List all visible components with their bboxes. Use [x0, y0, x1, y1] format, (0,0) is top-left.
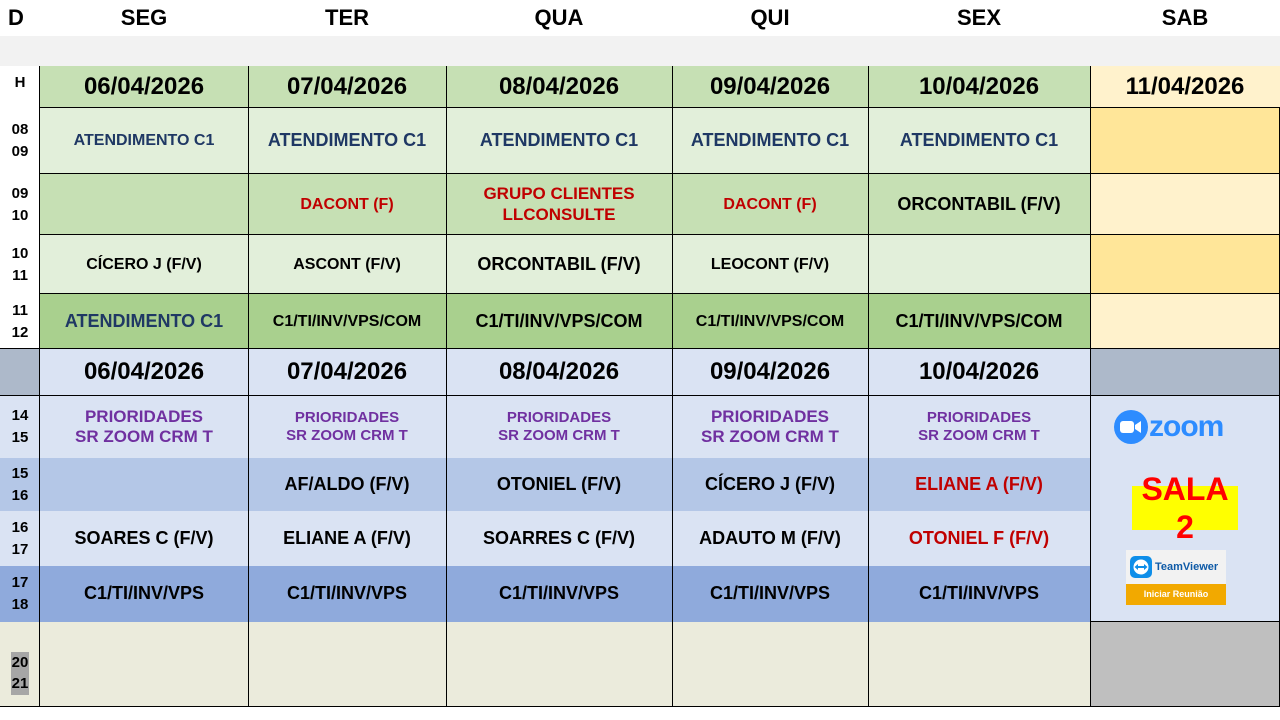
schedule-cell[interactable]: [40, 622, 248, 707]
schedule-cell[interactable]: [446, 622, 672, 707]
header-day-ter: TER: [325, 5, 369, 30]
afternoon-date-seg: 06/04/2026: [40, 349, 248, 396]
schedule-cell[interactable]: PRIORIDADES SR ZOOM CRM T: [868, 396, 1090, 458]
schedule-cell[interactable]: [248, 622, 446, 707]
schedule-cell[interactable]: CÍCERO J (F/V): [40, 235, 248, 294]
schedule-cell[interactable]: ATENDIMENTO C1: [868, 108, 1090, 174]
afternoon-sab-blank: [1090, 349, 1280, 396]
teamviewer-icon: [1130, 556, 1152, 578]
schedule-cell[interactable]: PRIORIDADES SR ZOOM CRM T: [248, 396, 446, 458]
hour-label-14-15: 14 15: [0, 396, 40, 458]
evening-sab-blank: [1090, 622, 1280, 707]
schedule-cell[interactable]: ELIANE A (F/V): [248, 511, 446, 566]
video-camera-icon: [1114, 410, 1148, 444]
header-d-label: D: [8, 5, 24, 30]
hour-label-16-17: 16 17: [0, 511, 40, 566]
hour-label-11-12: 11 12: [0, 294, 40, 349]
header-h-label: H: [0, 66, 40, 108]
schedule-cell[interactable]: ORCONTABIL (F/V): [868, 174, 1090, 235]
teamviewer-wordmark: TeamViewer: [1155, 561, 1219, 573]
afternoon-date-qua: 08/04/2026: [446, 349, 672, 396]
schedule-cell[interactable]: ORCONTABIL (F/V): [446, 235, 672, 294]
schedule-cell[interactable]: C1/TI/INV/VPS/COM: [672, 294, 868, 349]
schedule-cell[interactable]: SOARES C (F/V): [40, 511, 248, 566]
header-day-qua: QUA: [534, 5, 584, 30]
zoom-logo[interactable]: [1114, 410, 1223, 444]
hour-label-09-10: 09 10: [0, 174, 40, 235]
schedule-cell[interactable]: DACONT (F): [248, 174, 446, 235]
schedule-cell[interactable]: SOARRES C (F/V): [446, 511, 672, 566]
header-day-sex: SEX: [956, 5, 1002, 30]
morning-date-qui: 09/04/2026: [672, 66, 868, 108]
morning-date-seg: 06/04/2026: [40, 66, 248, 108]
schedule-cell[interactable]: C1/TI/INV/VPS: [40, 566, 248, 622]
schedule-cell[interactable]: [1090, 108, 1280, 174]
schedule-cell[interactable]: [672, 622, 868, 707]
schedule-cell[interactable]: AF/ALDO (F/V): [248, 458, 446, 511]
schedule-cell[interactable]: ATENDIMENTO C1: [40, 294, 248, 349]
morning-date-sex: 10/04/2026: [868, 66, 1090, 108]
schedule-cell[interactable]: CÍCERO J (F/V): [672, 458, 868, 511]
schedule-cell[interactable]: OTONIEL F (F/V): [868, 511, 1090, 566]
header-day-seg: SEG: [120, 5, 168, 30]
header-day-sab: SAB: [1161, 5, 1209, 30]
hour-label-08-09: 08 09: [0, 108, 40, 174]
schedule-cell[interactable]: [868, 235, 1090, 294]
afternoon-date-qui: 09/04/2026: [672, 349, 868, 396]
schedule-cell[interactable]: C1/TI/INV/VPS: [248, 566, 446, 622]
hour-label-15-16: 15 16: [0, 458, 40, 511]
schedule-cell[interactable]: [40, 458, 248, 511]
schedule-cell[interactable]: PRIORIDADES SR ZOOM CRM T: [40, 396, 248, 458]
schedule-cell[interactable]: ASCONT (F/V): [248, 235, 446, 294]
schedule-cell[interactable]: PRIORIDADES SR ZOOM CRM T: [446, 396, 672, 458]
hour-label-10-11: 10 11: [0, 235, 40, 294]
morning-date-ter: 07/04/2026: [248, 66, 446, 108]
schedule-cell[interactable]: ATENDIMENTO C1: [446, 108, 672, 174]
header-spacer: [0, 36, 1280, 66]
afternoon-corner: [0, 349, 40, 396]
schedule-cell[interactable]: [40, 174, 248, 235]
schedule-cell[interactable]: OTONIEL (F/V): [446, 458, 672, 511]
schedule-cell[interactable]: [1090, 174, 1280, 235]
afternoon-date-sex: 10/04/2026: [868, 349, 1090, 396]
schedule-cell[interactable]: PRIORIDADES SR ZOOM CRM T: [672, 396, 868, 458]
schedule-cell[interactable]: C1/TI/INV/VPS: [446, 566, 672, 622]
hour-label-20-21: 20 21: [0, 622, 40, 707]
meeting-panel: [1090, 396, 1280, 622]
schedule-cell[interactable]: [1090, 235, 1280, 294]
hour-label-17-18: 17 18: [0, 566, 40, 622]
schedule-cell[interactable]: ELIANE A (F/V): [868, 458, 1090, 511]
schedule-cell[interactable]: C1/TI/INV/VPS/COM: [248, 294, 446, 349]
teamviewer-logo: [1126, 550, 1226, 584]
schedule-cell[interactable]: C1/TI/INV/VPS/COM: [868, 294, 1090, 349]
schedule-cell[interactable]: ATENDIMENTO C1: [40, 108, 248, 174]
header-day-qui: QUI: [750, 5, 790, 30]
schedule-cell[interactable]: ATENDIMENTO C1: [672, 108, 868, 174]
teamviewer-start-label: Iniciar Reunião: [1126, 584, 1226, 605]
schedule-cell[interactable]: C1/TI/INV/VPS: [868, 566, 1090, 622]
schedule-cell[interactable]: C1/TI/INV/VPS: [672, 566, 868, 622]
afternoon-date-ter: 07/04/2026: [248, 349, 446, 396]
schedule-cell[interactable]: [1090, 294, 1280, 349]
zoom-wordmark: zoom: [1149, 410, 1224, 443]
schedule-cell[interactable]: ADAUTO M (F/V): [672, 511, 868, 566]
schedule-cell[interactable]: ATENDIMENTO C1: [248, 108, 446, 174]
morning-date-sab: 11/04/2026: [1090, 66, 1280, 108]
schedule-cell[interactable]: DACONT (F): [672, 174, 868, 235]
schedule-cell[interactable]: LEOCONT (F/V): [672, 235, 868, 294]
room-label: SALA 2: [1132, 486, 1238, 530]
schedule-cell[interactable]: C1/TI/INV/VPS/COM: [446, 294, 672, 349]
schedule-cell[interactable]: [868, 622, 1090, 707]
teamviewer-button[interactable]: [1126, 550, 1226, 605]
morning-date-qua: 08/04/2026: [446, 66, 672, 108]
schedule-cell[interactable]: GRUPO CLIENTES LLCONSULTE: [446, 174, 672, 235]
